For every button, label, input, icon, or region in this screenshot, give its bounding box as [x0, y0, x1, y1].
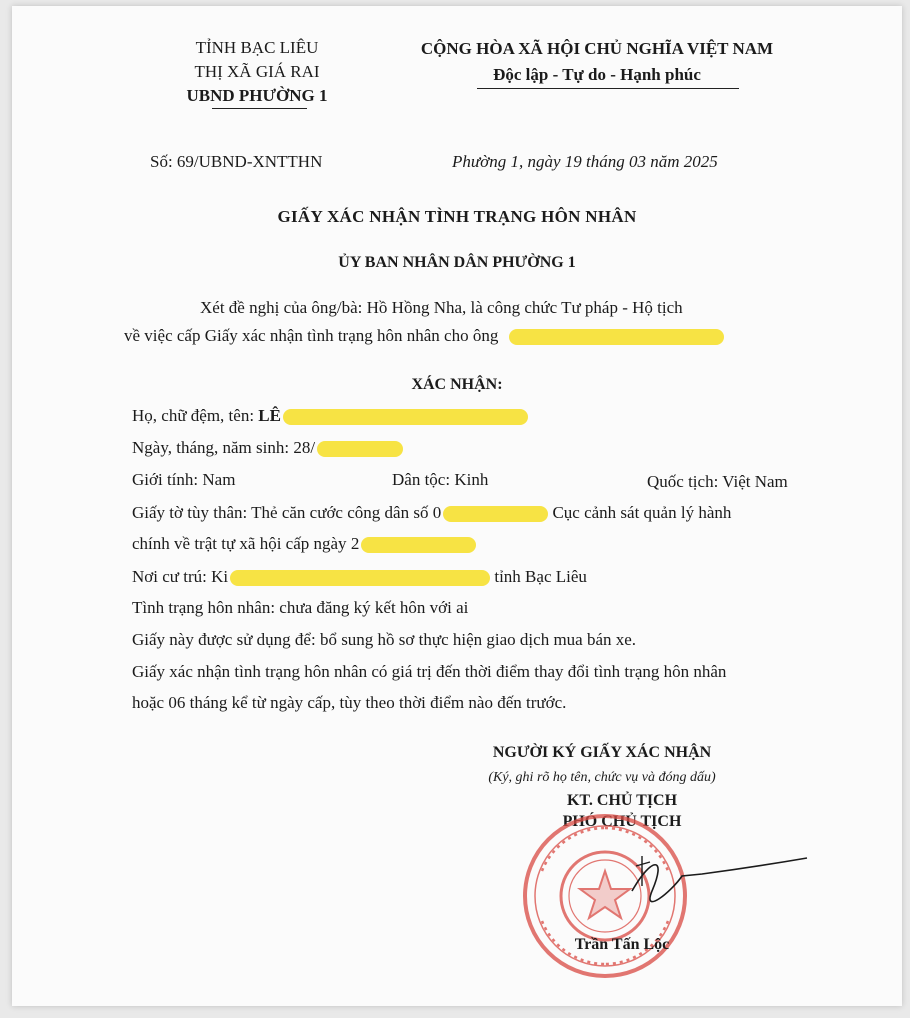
motto-underline: [477, 88, 739, 89]
id-row: [132, 503, 731, 523]
nationality: Quốc tịch: Việt Nam: [647, 472, 788, 491]
town-name: THỊ XÃ GIÁ RAI: [194, 62, 320, 81]
intro-line-2-text: về việc cấp Giấy xác nhận tình trạng hôn nhân cho ông: [124, 326, 499, 345]
id-issue-row: [132, 534, 476, 554]
redaction-mark: [317, 441, 403, 457]
id-issuer: Cục cảnh sát quản lý hành: [552, 503, 732, 522]
residence-tail: tỉnh Bạc Liêu: [494, 567, 587, 586]
document-title: GIẤY XÁC NHẬN TÌNH TRẠNG HÔN NHÂN: [277, 207, 637, 226]
place-date: Phường 1, ngày 19 tháng 03 năm 2025: [452, 152, 718, 171]
name-value: LÊ: [258, 406, 281, 425]
dob-label: Ngày, tháng, năm sinh:: [132, 438, 290, 457]
redaction-mark: [443, 506, 548, 522]
intro-line-2: [124, 326, 724, 346]
signature-note: (Ký, ghi rõ họ tên, chức vụ và đóng dấu): [488, 770, 716, 785]
signer-name: Trần Tấn Lộc: [574, 936, 670, 953]
gender: Giới tính: Nam: [132, 470, 236, 489]
id-date: 2: [350, 534, 360, 553]
document-number: Số: 69/UBND-XNTTHN: [150, 152, 323, 171]
name-label: Họ, chữ đệm, tên:: [132, 406, 255, 425]
agency-name: UBND PHƯỜNG 1: [186, 86, 328, 105]
marital-status: Tình trạng hôn nhân: chưa đăng ký kết hôn với ai: [132, 598, 469, 617]
signature-heading: NGƯỜI KÝ GIẤY XÁC NHẬN: [492, 744, 712, 761]
redaction-mark: [283, 409, 528, 425]
name-row: [132, 406, 528, 426]
nation-motto: Độc lập - Tự do - Hạnh phúc: [493, 65, 701, 84]
confirm-heading: XÁC NHẬN:: [411, 376, 503, 393]
agency-underline: [212, 108, 307, 109]
authority-title: ỦY BAN NHÂN DÂN PHƯỜNG 1: [338, 254, 576, 271]
signature-scribble-icon: [612, 836, 812, 936]
issuer-block: [162, 36, 352, 108]
id-issuer-2: chính về trật tự xã hội cấp ngày: [132, 534, 347, 553]
ethnicity: Dân tộc: Kinh: [392, 470, 489, 489]
id-value: 0: [432, 503, 442, 522]
document-page: [12, 6, 902, 1006]
residence-row: [132, 567, 587, 587]
validity-line-2: hoặc 06 tháng kể từ ngày cấp, tùy theo thời điểm nào đến trước.: [132, 693, 567, 712]
purpose: Giấy này được sử dụng để: bổ sung hồ sơ thực hiện giao dịch mua bán xe.: [132, 630, 637, 649]
signature-on-behalf: KT. CHỦ TỊCH: [566, 792, 678, 809]
dob-value: 28/: [293, 438, 316, 457]
nation-title: CỘNG HÒA XÃ HỘI CHỦ NGHĨA VIỆT NAM: [420, 39, 774, 58]
signature-role: PHÓ CHỦ TỊCH: [562, 813, 682, 830]
residence-label: Nơi cư trú:: [132, 567, 207, 586]
id-label: Giấy tờ tùy thân: Thẻ căn cước công dân số: [132, 503, 429, 522]
intro-line-1: Xét đề nghị của ông/bà: Hồ Hồng Nha, là công chức Tư pháp - Hộ tịch: [200, 298, 683, 317]
handwritten-signature: [612, 836, 812, 936]
province-name: TỈNH BẠC LIÊU: [195, 38, 319, 57]
residence-value: Ki: [211, 567, 229, 586]
redaction-mark: [230, 570, 490, 586]
validity-line-1: Giấy xác nhận tình trạng hôn nhân có giá trị đến thời điểm thay đổi tình trạng hôn nhân: [132, 662, 727, 681]
redaction-mark: [509, 329, 724, 345]
nation-block: [392, 36, 802, 88]
dob-row: [132, 438, 403, 458]
redaction-mark: [361, 537, 476, 553]
